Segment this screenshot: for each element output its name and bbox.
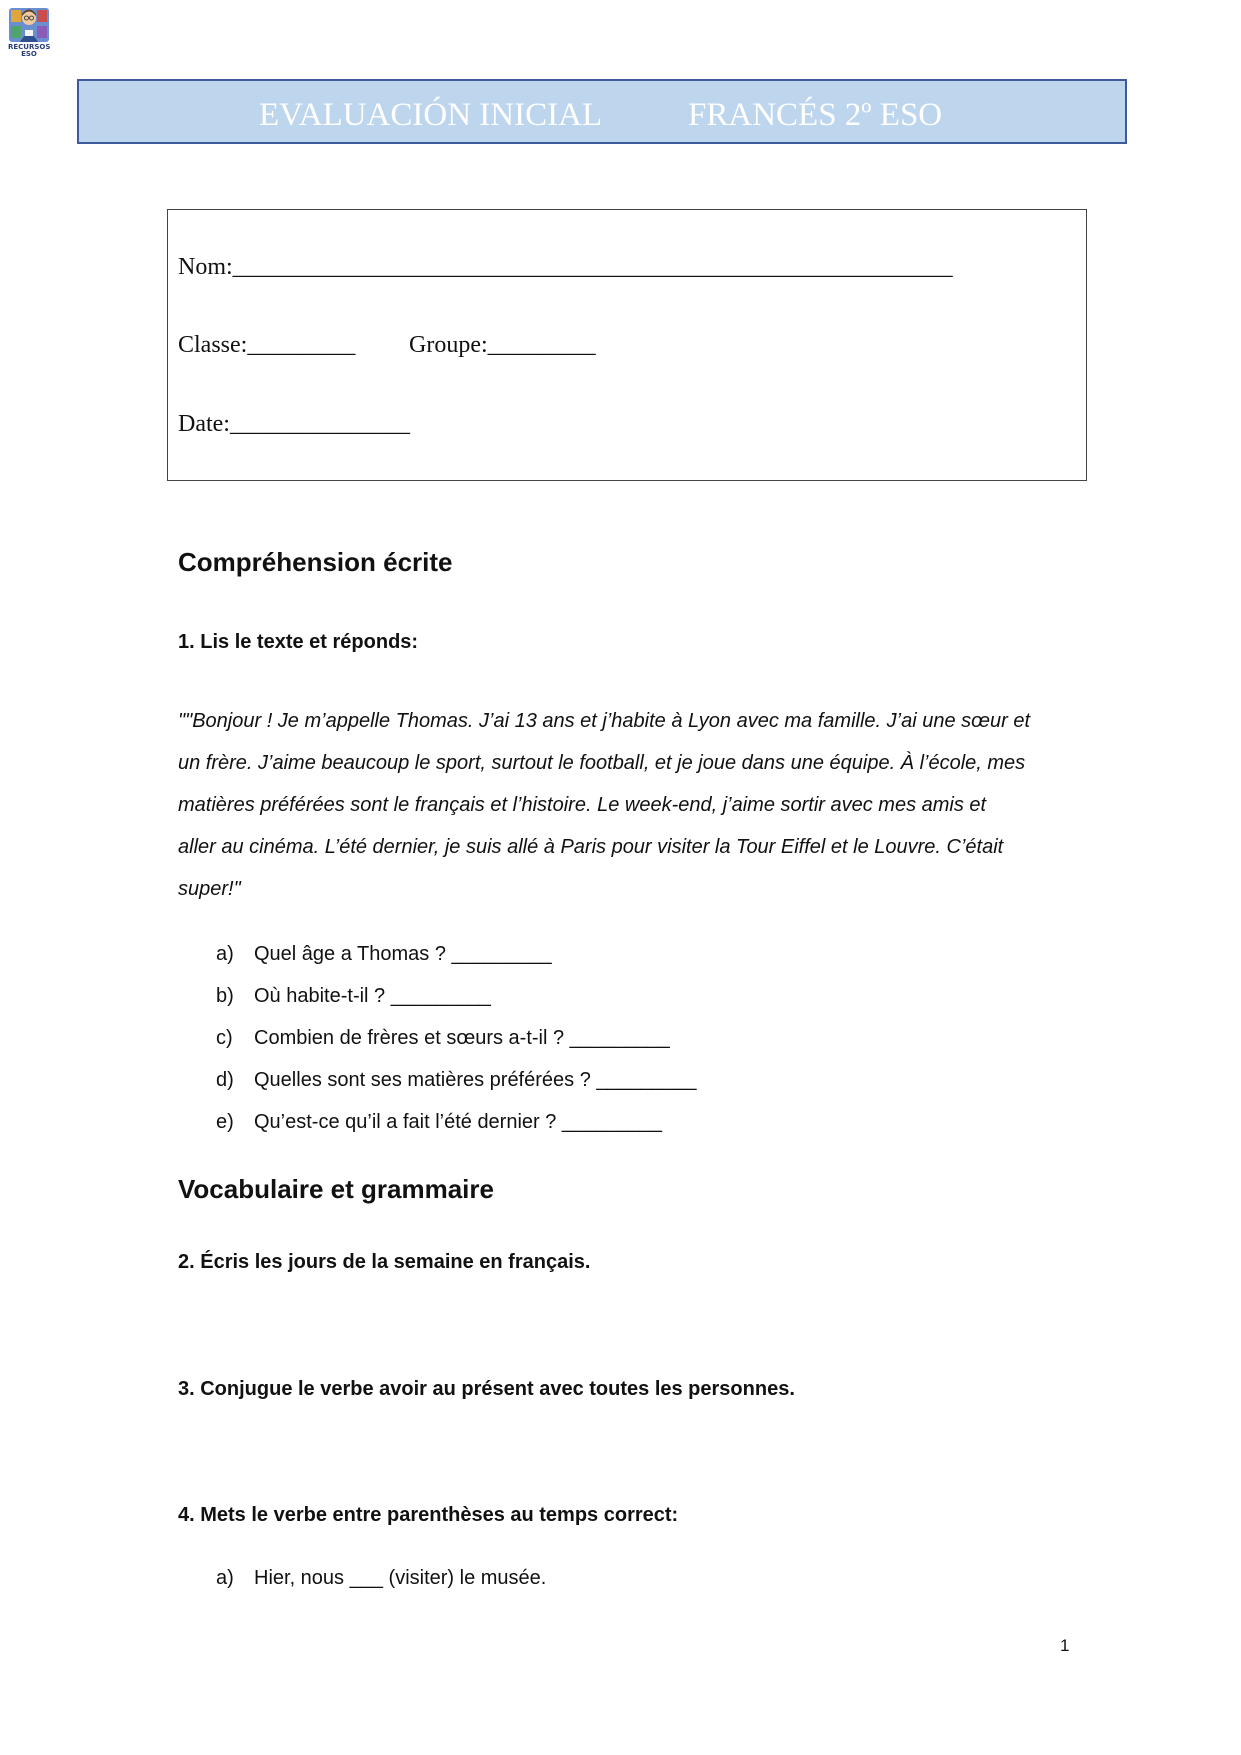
groupe-field[interactable]: Groupe:_________: [409, 332, 596, 358]
list-item: [216, 1026, 1076, 1068]
section-heading-comprehension: Compréhension écrite: [178, 547, 453, 577]
question-1-title: 1. Lis le texte et réponds:: [178, 631, 419, 653]
question-4-title: 4. Mets le verbe entre parenthèses au temps correct:: [178, 1504, 679, 1526]
list-item: [216, 1068, 1076, 1110]
page-number: 1: [1060, 1636, 1070, 1655]
evaluation-title: EVALUACIÓN INICIAL: [259, 97, 603, 133]
title-banner: [77, 79, 1127, 144]
question-letter: a): [216, 1567, 234, 1589]
list-item: [216, 1110, 1076, 1152]
passage-line: aller au cinéma. L’été dernier, je suis allé à Paris pour visiter la Tour Eiffel et le Louvre. C’était: [178, 836, 1004, 858]
reading-passage: [178, 700, 1078, 910]
verb-questions: [216, 1566, 1076, 1608]
question-text: Quelles sont ses matières préférées ? _________: [254, 1069, 697, 1091]
question-text: Quel âge a Thomas ? _________: [254, 943, 552, 965]
classe-field[interactable]: Classe:_________: [178, 332, 356, 358]
date-field[interactable]: Date:_______________: [178, 411, 410, 437]
teacher-avatar-logo-icon: [8, 4, 50, 44]
passage-line: matières préférées sont le français et l’histoire. Le week-end, j’aime sortir avec mes amis et: [178, 794, 987, 816]
list-item: [216, 942, 1076, 984]
name-field[interactable]: Nom:____________________________________________________________: [178, 254, 953, 280]
comprehension-questions: [216, 942, 1076, 1152]
question-text: Hier, nous ___ (visiter) le musée.: [254, 1567, 547, 1589]
question-letter: d): [216, 1069, 234, 1091]
list-item: [216, 984, 1076, 1026]
question-letter: a): [216, 943, 234, 965]
question-2-title: 2. Écris les jours de la semaine en français.: [178, 1251, 591, 1273]
section-heading-vocabulary: Vocabulaire et grammaire: [178, 1174, 494, 1204]
passage-line: super!": [178, 878, 241, 900]
student-info-box: [167, 209, 1087, 481]
question-letter: e): [216, 1111, 234, 1133]
recursos-eso-logo: [8, 4, 50, 58]
passage-line: un frère. J’aime beaucoup le sport, surtout le football, et je joue dans une équipe. À l’école, mes: [178, 752, 1026, 774]
question-text: Combien de frères et sœurs a-t-il ? _________: [254, 1027, 670, 1049]
logo-caption: RECURSOS ESO: [8, 43, 51, 58]
question-text: Où habite-t-il ? _________: [254, 985, 491, 1007]
passage-line: ""Bonjour ! Je m’appelle Thomas. J’ai 13 ans et j’habite à Lyon avec ma famille. J’ai une sœur et: [178, 710, 1031, 732]
question-text: Qu’est-ce qu’il a fait l’été dernier ? _________: [254, 1111, 663, 1133]
question-letter: b): [216, 985, 234, 1007]
question-3-title: 3. Conjugue le verbe avoir au présent avec toutes les personnes.: [178, 1378, 795, 1400]
subject-title: FRANCÉS 2º ESO: [688, 97, 943, 133]
list-item: [216, 1566, 1076, 1608]
question-letter: c): [216, 1027, 233, 1049]
